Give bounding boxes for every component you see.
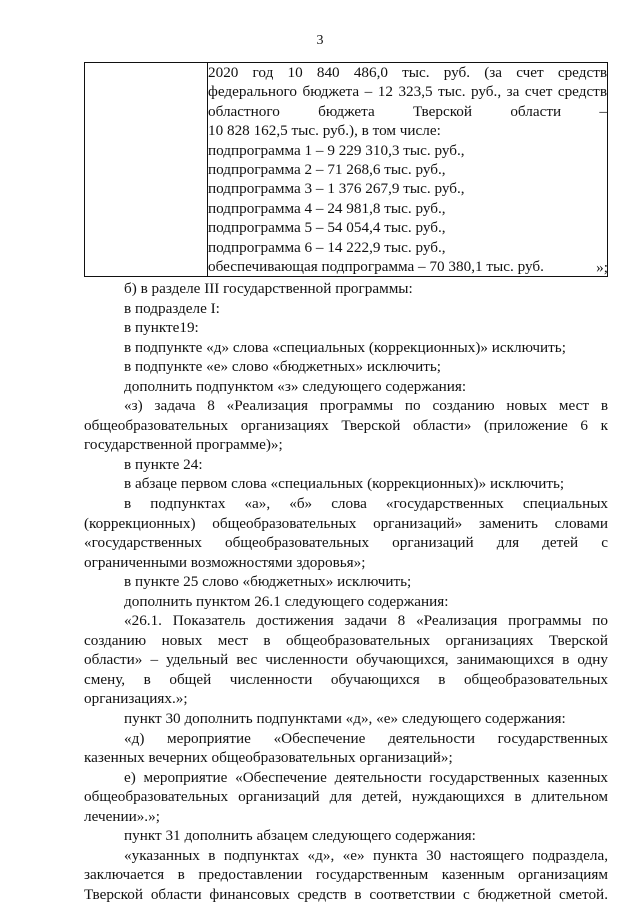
funding-table — [84, 62, 608, 277]
body-line: общеобразовательных организациях Тверской области» (приложение 6 к — [84, 416, 608, 434]
table-line: федерального бюджета – 12 323,5 тыс. руб., за счет средств — [208, 83, 607, 101]
body-line: (коррекционных) общеобразовательных организаций» заменить словами — [84, 514, 608, 532]
body-line: заключается в предоставлении государственным казенным организациям — [84, 866, 608, 884]
body-line: в подпункте «д» слова «специальных (коррекционных)» исключить; — [124, 338, 566, 356]
table-line: подпрограмма 1 – 9 229 310,3 тыс. руб., — [208, 141, 465, 159]
body-line: пункт 31 дополнить абзацем следующего содержания: — [124, 827, 476, 845]
body-line: в пункте19: — [124, 319, 199, 337]
closing-quote: »; — [596, 259, 608, 276]
body-line: в подпунктах «а», «б» слова «государственных специальных — [124, 495, 608, 513]
table-line: 10 828 162,5 тыс. руб.), в том числе: — [208, 122, 441, 140]
body-line: организациях.»; — [84, 690, 188, 708]
body-line: в абзаце первом слова «специальных (коррекционных)» исключить; — [124, 475, 565, 493]
body-line: «д) мероприятие «Обеспечение деятельности государственных — [124, 729, 608, 747]
table-line: подпрограмма 6 – 14 222,9 тыс. руб., — [208, 238, 446, 256]
page-number: 3 — [316, 33, 324, 48]
body-line: в подразделе I: — [124, 299, 220, 317]
table-row — [85, 63, 608, 277]
body-line: «указанных в подпунктах «д», «е» пункта 30 настоящего подраздела, — [124, 846, 608, 864]
table-line: 2020 год 10 840 486,0 тыс. руб. (за счет средств — [208, 64, 607, 81]
body-line: дополнить подпунктом «з» следующего содержания: — [124, 377, 467, 395]
body-line: в подпункте «е» слово «бюджетных» исключить; — [124, 358, 442, 376]
body-line: казенных вечерних общеобразовательных организаций»; — [84, 749, 453, 767]
body-line: «государственных общеобразовательных организаций для детей с — [84, 534, 608, 552]
table-line: областного бюджета Тверской области – — [208, 102, 607, 120]
body-line: б) в разделе III государственной программы: — [124, 280, 413, 297]
table-line: подпрограмма 4 – 24 981,8 тыс. руб., — [208, 199, 446, 217]
body-line: «26.1. Показатель достижения задачи 8 «Реализация программы по — [124, 612, 608, 630]
body-line: Тверской области финансовых средств в соответствии с бюджетной сметой. — [84, 885, 608, 903]
body-line: области» – удельный вес численности обучающихся, занимающихся в одну — [84, 651, 608, 669]
body-line: созданию новых мест в общеобразовательных организациях Тверской — [84, 631, 608, 649]
body-line: ограниченными возможностями здоровья»; — [84, 553, 366, 571]
table-content-cell — [208, 63, 608, 277]
body-line: лечении».»; — [84, 807, 160, 825]
body-line: в пункте 24: — [124, 455, 203, 473]
table-line: подпрограмма 3 – 1 376 267,9 тыс. руб., — [208, 180, 465, 198]
body-line: е) мероприятие «Обеспечение деятельности государственных казенных — [124, 768, 608, 786]
table-line: подпрограмма 5 – 54 054,4 тыс. руб., — [208, 219, 446, 237]
body-line: «з) задача 8 «Реализация программы по созданию новых мест в — [124, 397, 608, 415]
table-empty-cell — [85, 63, 208, 277]
body-line: в пункте 25 слово «бюджетных» исключить; — [124, 573, 412, 591]
table-line: подпрограмма 2 – 71 268,6 тыс. руб., — [208, 160, 446, 178]
body-line: общеобразовательных организаций для детей, нуждающихся в длительном — [84, 788, 608, 806]
body-line: дополнить пунктом 26.1 следующего содержания: — [124, 592, 449, 610]
table-line: обеспечивающая подпрограмма – 70 380,1 тыс. руб. — [208, 257, 544, 275]
document-body — [84, 279, 608, 905]
body-line: государственной программе)»; — [84, 436, 283, 454]
body-line: смену, в общей численности обучающихся в общеобразовательных — [84, 670, 608, 688]
body-line: пункт 30 дополнить подпунктами «д», «е» следующего содержания: — [124, 710, 566, 728]
